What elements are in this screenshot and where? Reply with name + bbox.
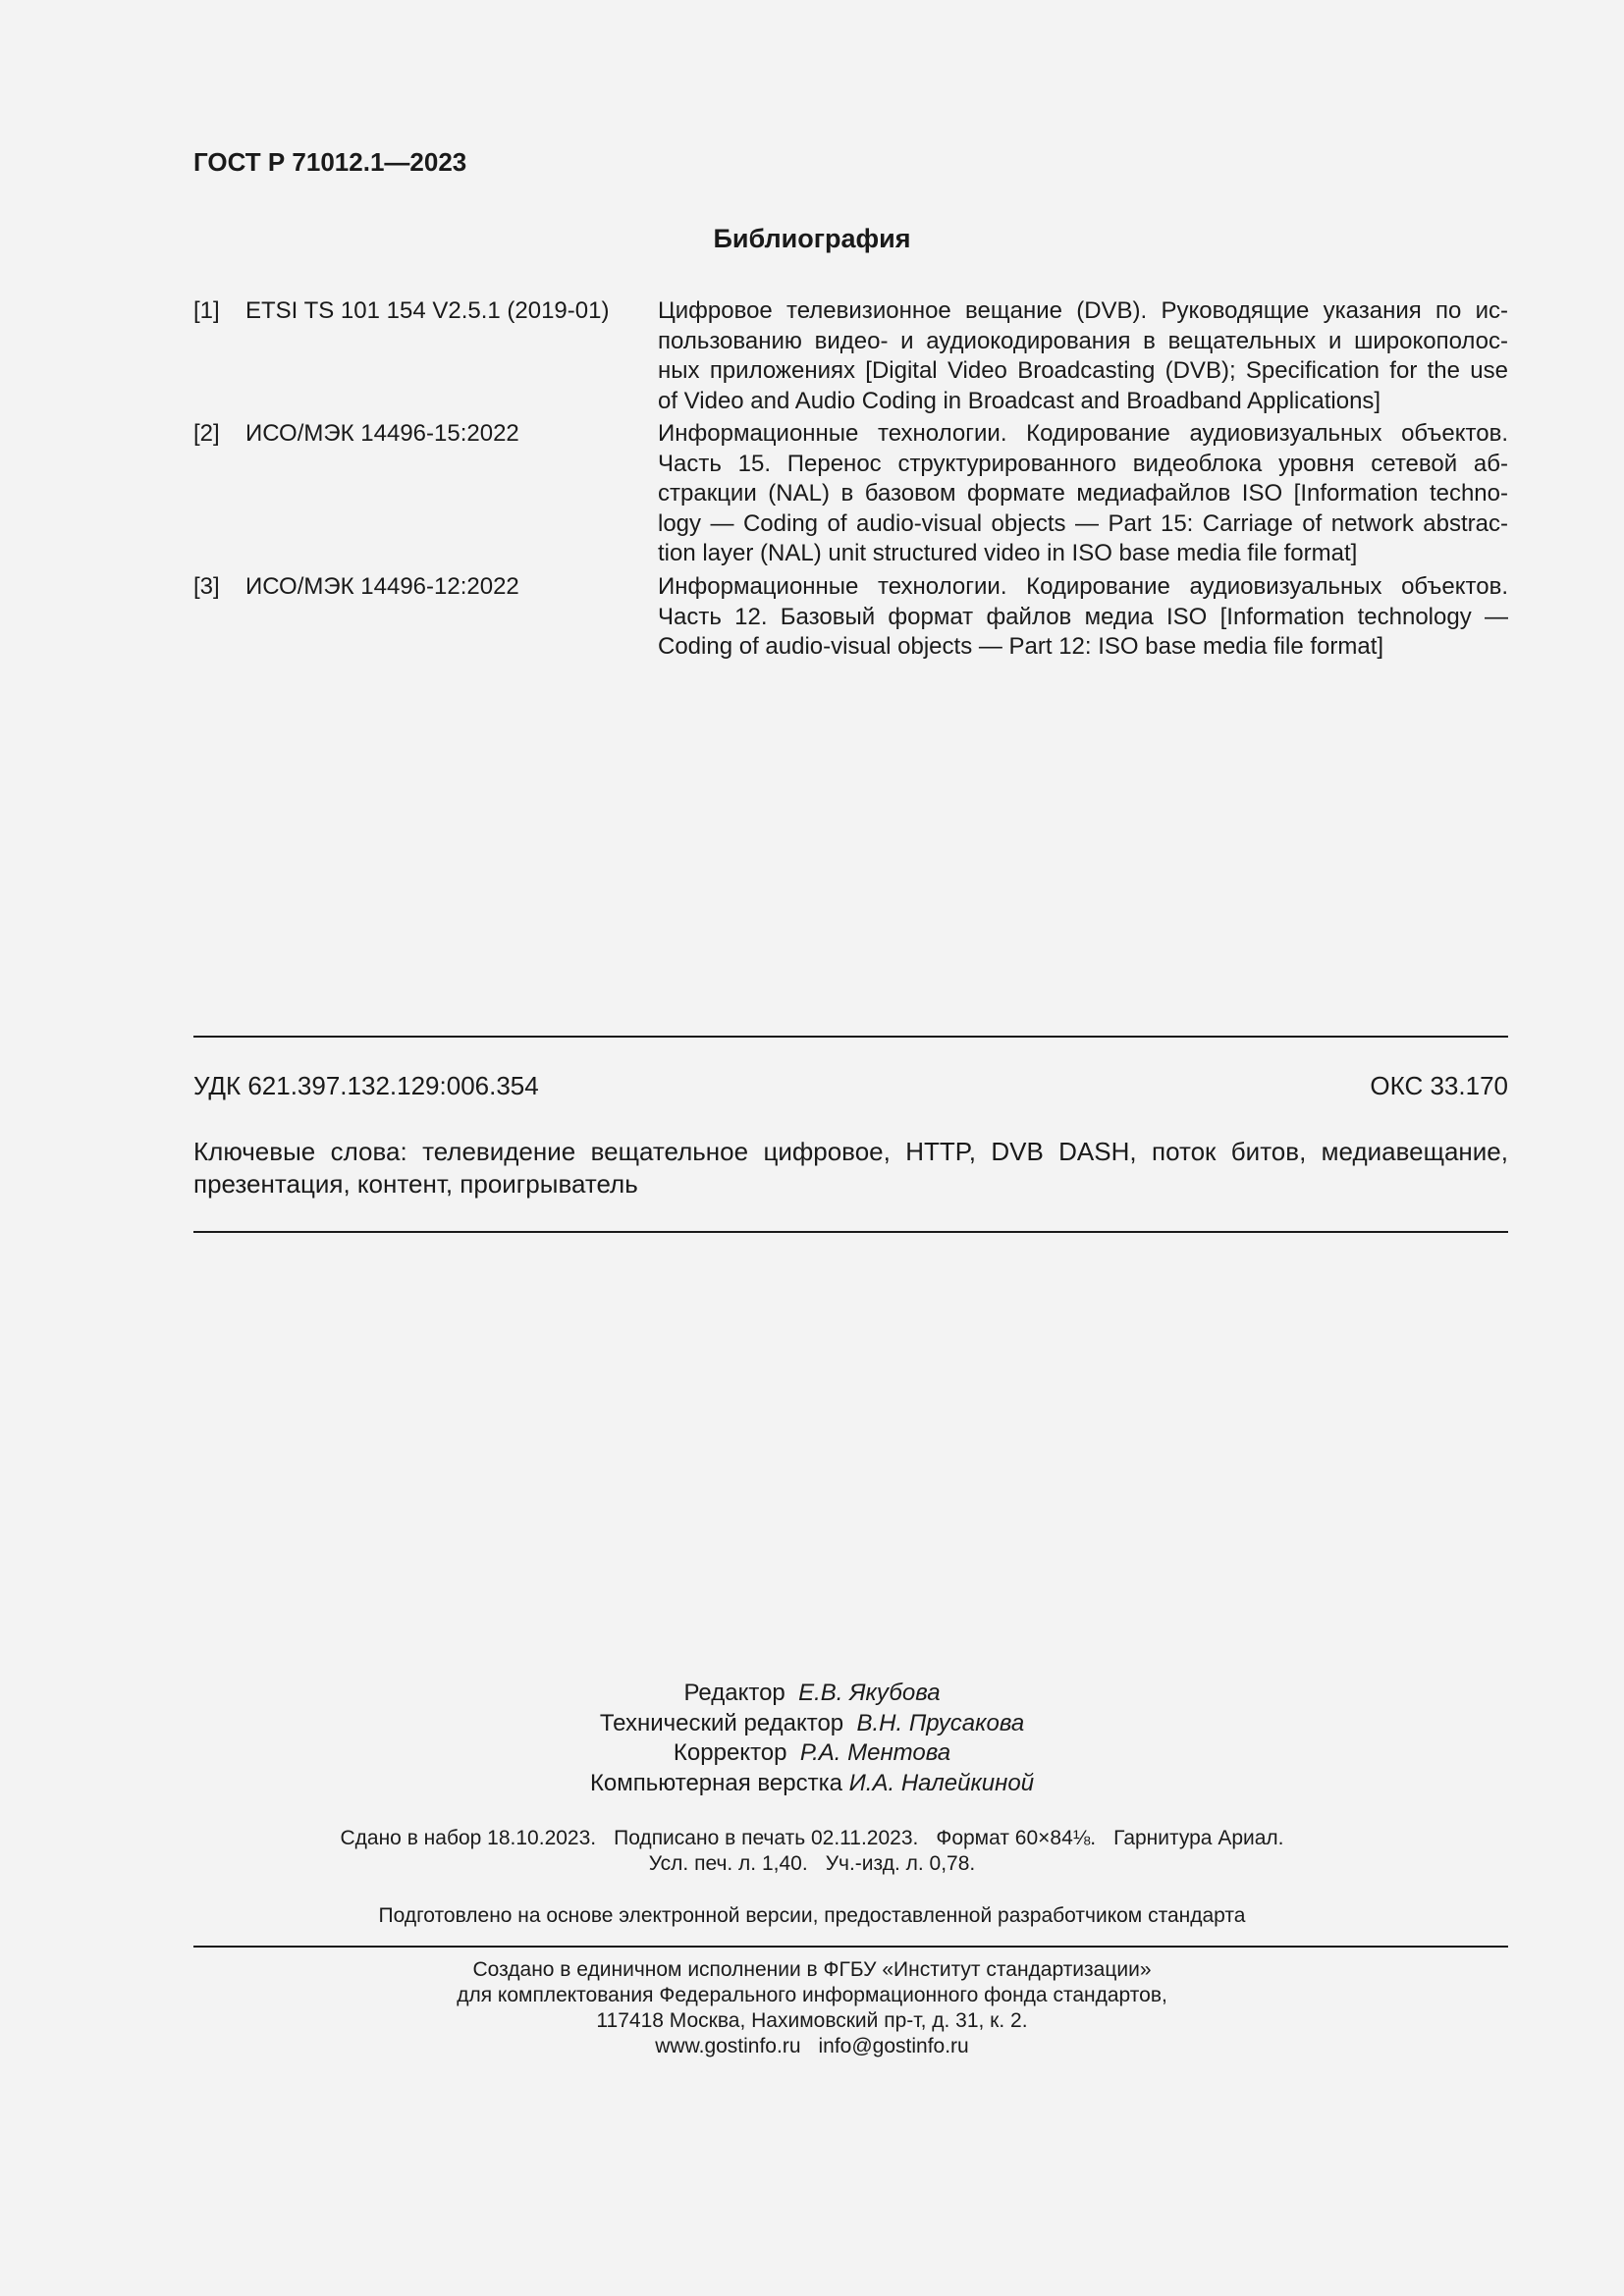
bibliography-entry [193, 419, 1508, 569]
imprint-block [0, 1826, 1624, 1877]
publisher-line: 117418 Москва, Нахимовский пр-т, д. 31, к. 2. [596, 2009, 1028, 2032]
entry-description-line: tion layer (NAL) unit structured video in ISO base media file format] [658, 540, 1358, 566]
entry-description-line: Информационные технологии. Кодирование аудиовизуальных объектов. [658, 573, 1508, 600]
imprint-submitted: Сдано в набор 18.10.2023. [340, 1827, 597, 1849]
credit-role: Технический редактор [599, 1709, 844, 1736]
entry-description-line: Coding of audio-visual objects — Part 12: ISO base media file format] [658, 633, 1384, 660]
publisher-line: для комплектования Федерального информационного фонда стандартов, [457, 1984, 1167, 2006]
entry-description-line: logy — Coding of audio-visual objects — Part 15: Carriage of network abstrac- [658, 509, 1508, 537]
entry-description [658, 296, 1508, 416]
publisher-line: Создано в единичном исполнении в ФГБУ «Институт стандартизации» [472, 1958, 1152, 1981]
oks-code: ОКС 33.170 [1370, 1071, 1508, 1100]
credit-role: Компьютерная верстка [589, 1769, 842, 1796]
credit-line [0, 1679, 1624, 1709]
document-code: ГОСТ Р 71012.1—2023 [193, 147, 467, 177]
entry-description [658, 419, 1508, 569]
bibliography-entry [193, 296, 1508, 416]
credits-block [0, 1679, 1624, 1798]
credit-role: Корректор [673, 1739, 787, 1766]
imprint-signed: Подписано в печать 02.11.2023. [614, 1827, 919, 1849]
entry-description-line: of Video and Audio Coding in Broadcast and Broadband Applications] [658, 387, 1381, 414]
imprint-typeface: Гарнитура Ариал. [1113, 1827, 1284, 1849]
keywords-line: Ключевые слова: телевидение вещательное цифровое, HTTP, DVB DASH, поток битов, медиавещание, [193, 1137, 1508, 1166]
credit-name: Р.А. Ментова [799, 1739, 951, 1766]
entry-description-line: ных приложениях [Digital Video Broadcasting (DVB); Specification for the use [658, 357, 1508, 384]
credit-role: Редактор [683, 1680, 785, 1706]
imprint-publisher-sheets: Уч.-изд. л. 0,78. [825, 1852, 976, 1875]
credit-line [0, 1738, 1624, 1769]
publisher-contacts [0, 2034, 1624, 2059]
credit-name: И.А. Налейкиной [848, 1769, 1035, 1796]
imprint-print-sheets: Усл. печ. л. 1,40. [648, 1852, 808, 1875]
divider [193, 1946, 1508, 1948]
imprint-format: Формат 60×84⅛. [936, 1827, 1097, 1849]
credit-name: Е.В. Якубова [798, 1680, 941, 1706]
entry-standard-code: ИСО/МЭК 14496-12:2022 [245, 573, 519, 600]
credit-line [0, 1709, 1624, 1739]
bibliography-entry [193, 572, 1508, 663]
entry-number: [3] [193, 573, 220, 600]
keywords [193, 1136, 1508, 1201]
credit-line [0, 1769, 1624, 1799]
entry-description-line: Часть 12. Базовый формат файлов медиа ISO [Information technology — [658, 603, 1508, 630]
entry-standard-code: ETSI TS 101 154 V2.5.1 (2019-01) [245, 297, 610, 324]
entry-description [658, 572, 1508, 663]
imprint-line [0, 1851, 1624, 1877]
entry-number: [2] [193, 420, 220, 447]
publisher-block [0, 1957, 1624, 2059]
credit-name: В.Н. Прусакова [856, 1709, 1025, 1736]
entry-description-line: стракции (NAL) в базовом формате медиафайлов ISO [Information techno- [658, 480, 1508, 507]
prepared-note: Подготовлено на основе электронной версии, предоставленной разработчиком стандарта [378, 1904, 1246, 1927]
entry-description-line: Информационные технологии. Кодирование аудиовизуальных объектов. [658, 420, 1508, 447]
bibliography-title: Библиография [713, 224, 911, 253]
entry-description-line: Часть 15. Перенос структурированного видеоблока уровня сетевой аб- [658, 450, 1508, 477]
publisher-website-link[interactable]: www.gostinfo.ru [655, 2035, 801, 2057]
keywords-line: презентация, контент, проигрыватель [193, 1169, 638, 1199]
divider [193, 1231, 1508, 1233]
entry-standard-code: ИСО/МЭК 14496-15:2022 [245, 420, 519, 447]
entry-description-line: Цифровое телевизионное вещание (DVB). Руководящие указания по ис- [658, 297, 1508, 324]
imprint-line [0, 1826, 1624, 1851]
entry-description-line: пользованию видео- и аудиокодирования в вещательных и широкополос- [658, 327, 1508, 354]
entry-number: [1] [193, 297, 220, 324]
divider [193, 1036, 1508, 1038]
udk-code: УДК 621.397.132.129:006.354 [193, 1071, 539, 1100]
publisher-email-link[interactable]: info@gostinfo.ru [818, 2035, 969, 2057]
